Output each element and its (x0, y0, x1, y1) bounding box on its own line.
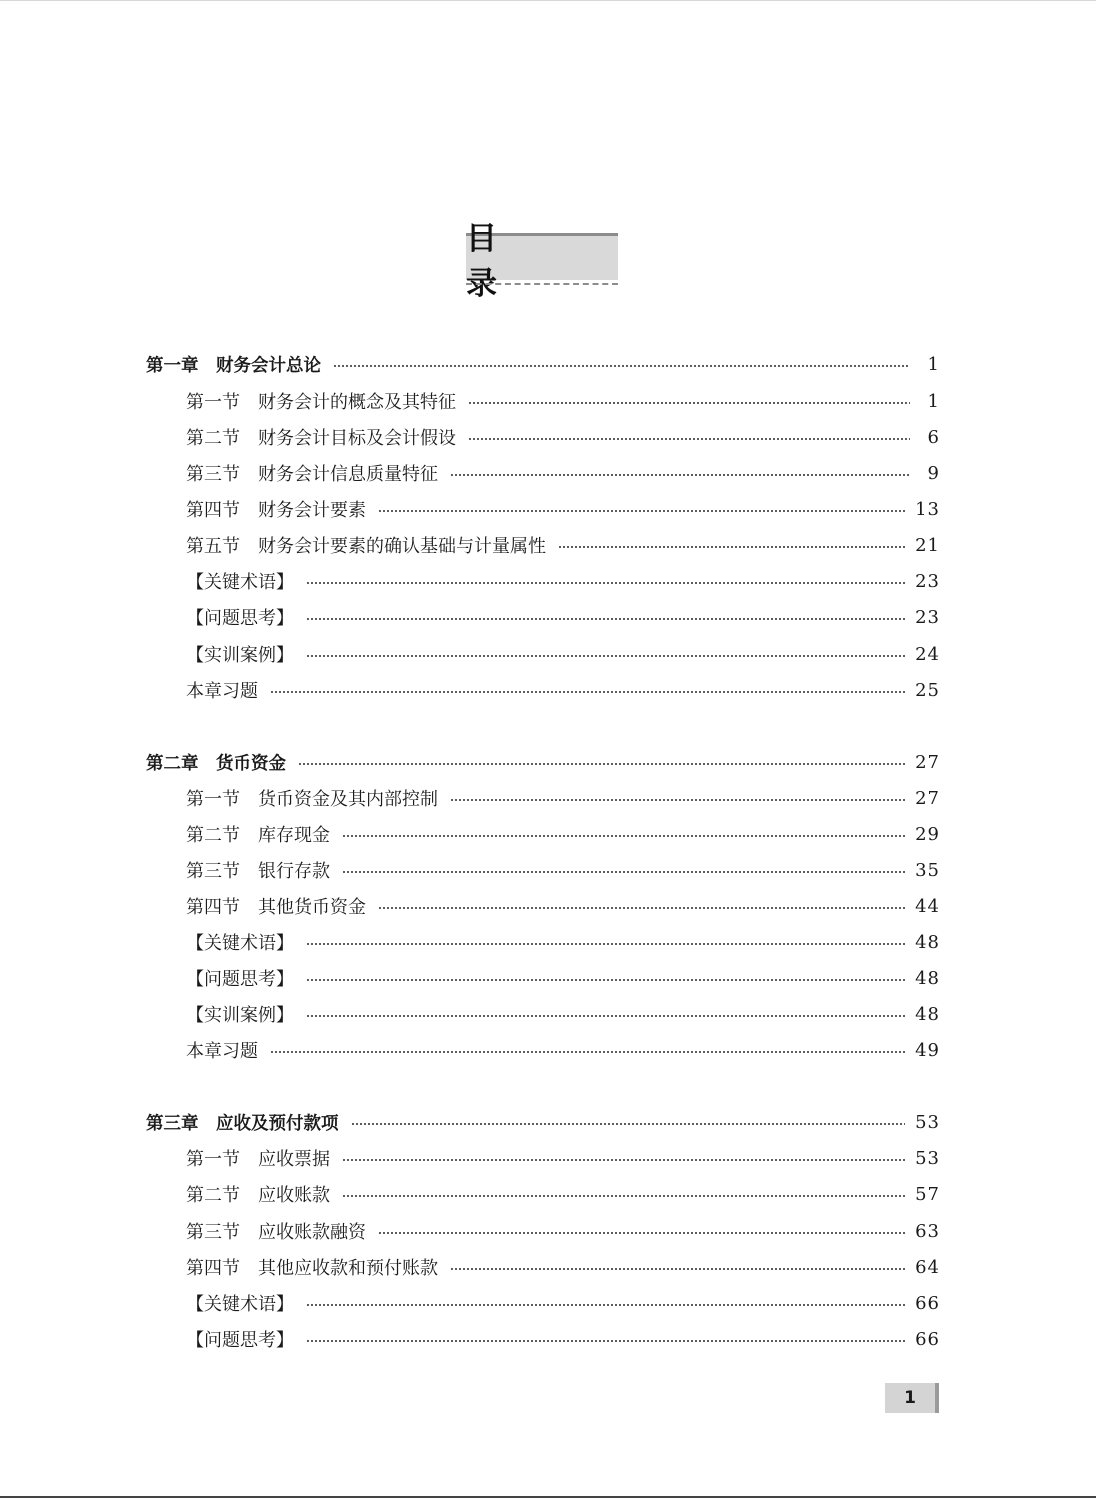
entry-title: 第二节 财务会计目标及会计假设 (186, 428, 456, 449)
entry-title: 第四节 财务会计要素 (186, 500, 366, 521)
entry-page-number: 64 (915, 1256, 940, 1278)
toc-section-entry (186, 1218, 940, 1244)
entry-page-number: 23 (915, 570, 940, 592)
toc-section-entry (186, 1037, 940, 1063)
toc-section-entry (186, 604, 940, 630)
entry-page-number: 6 (927, 426, 940, 448)
entry-page-number: 48 (915, 967, 940, 989)
entry-title: 【实训案例】 (186, 1005, 294, 1026)
toc-section-entry (186, 532, 940, 558)
entry-page-number: 57 (915, 1183, 940, 1205)
toc-section-entry (186, 460, 940, 486)
dot-leader (342, 1195, 905, 1197)
entry-page-number: 25 (915, 679, 940, 701)
dot-leader (351, 1123, 906, 1125)
entry-title: 第一节 财务会计的概念及其特征 (186, 392, 456, 413)
dot-leader (468, 402, 910, 404)
entry-page-number: 29 (915, 823, 940, 845)
toc-section-entry (186, 1145, 940, 1171)
entry-title: 第一章 财务会计总论 (146, 355, 321, 376)
dot-leader (378, 907, 905, 909)
entry-page-number: 24 (915, 643, 940, 665)
entry-page-number: 23 (915, 606, 940, 628)
entry-title: 第四节 其他货币资金 (186, 897, 366, 918)
dot-leader (270, 691, 905, 693)
entry-title: 第三章 应收及预付款项 (146, 1113, 339, 1134)
dot-leader (306, 582, 905, 584)
entry-page-number: 48 (915, 931, 940, 953)
toc-section-entry (186, 568, 940, 594)
toc-chapter-entry (146, 749, 940, 775)
top-border (0, 0, 1096, 1)
entry-title: 第二章 货币资金 (146, 753, 286, 774)
toc-section-entry (186, 929, 940, 955)
dot-leader (298, 763, 905, 765)
toc-section-entry (186, 785, 940, 811)
entry-title: 本章习题 (186, 681, 258, 702)
entry-title: 第一节 货币资金及其内部控制 (186, 789, 438, 810)
entry-title: 第二节 应收账款 (186, 1185, 330, 1206)
toc-section-entry (186, 1290, 940, 1316)
dot-leader (342, 835, 905, 837)
entry-title: 【问题思考】 (186, 969, 294, 990)
toc-title-box (466, 221, 618, 302)
entry-title: 【实训案例】 (186, 645, 294, 666)
dot-leader (333, 365, 910, 367)
entry-title: 【问题思考】 (186, 608, 294, 629)
entry-title: 【关键术语】 (186, 933, 294, 954)
dot-leader (306, 1015, 905, 1017)
entry-title: 第三节 应收账款融资 (186, 1222, 366, 1243)
dot-leader (342, 1159, 905, 1161)
toc-section-entry (186, 641, 940, 667)
entry-page-number: 49 (915, 1039, 940, 1061)
dot-leader (450, 1268, 905, 1270)
entry-page-number: 21 (915, 534, 940, 556)
dot-leader (378, 510, 905, 512)
entry-page-number: 48 (915, 1003, 940, 1025)
dot-leader (306, 979, 905, 981)
entry-page-number: 13 (915, 498, 940, 520)
dot-leader (306, 943, 905, 945)
toc-section-entry (186, 1181, 940, 1207)
entry-page-number: 44 (915, 895, 940, 917)
entry-page-number: 53 (915, 1111, 940, 1133)
entry-page-number: 1 (927, 353, 940, 375)
dot-leader (306, 1340, 905, 1342)
toc-section-entry (186, 965, 940, 991)
toc-section-entry (186, 1326, 940, 1352)
toc-section-entry (186, 893, 940, 919)
dot-leader (378, 1232, 905, 1234)
toc-section-entry (186, 1254, 940, 1280)
entry-title: 第一节 应收票据 (186, 1149, 330, 1170)
toc-section-entry (186, 857, 940, 883)
entry-title: 第四节 其他应收款和预付账款 (186, 1258, 438, 1279)
dot-leader (342, 871, 905, 873)
dot-leader (450, 799, 905, 801)
entry-title: 本章习题 (186, 1041, 258, 1062)
page-number: 1 (885, 1383, 939, 1413)
entry-title: 【问题思考】 (186, 1330, 294, 1351)
toc-chapter-entry (146, 351, 940, 377)
dot-leader (468, 438, 910, 440)
toc-section-entry (186, 1001, 940, 1027)
entry-page-number: 53 (915, 1147, 940, 1169)
dot-leader (558, 546, 905, 548)
toc-chapter-entry (146, 1109, 940, 1135)
toc-section-entry (186, 424, 940, 450)
entry-title: 第五节 财务会计要素的确认基础与计量属性 (186, 536, 546, 557)
dot-leader (450, 474, 910, 476)
entry-title: 第二节 库存现金 (186, 825, 330, 846)
bottom-border (0, 1496, 1096, 1498)
entry-title: 第三节 银行存款 (186, 861, 330, 882)
entry-page-number: 35 (915, 859, 940, 881)
toc-section-entry (186, 496, 940, 522)
entry-title: 【关键术语】 (186, 572, 294, 593)
dot-leader (306, 655, 905, 657)
dot-leader (306, 1304, 905, 1306)
entry-page-number: 1 (927, 390, 940, 412)
entry-page-number: 66 (915, 1328, 940, 1350)
entry-title: 第三节 财务会计信息质量特征 (186, 464, 438, 485)
entry-page-number: 9 (927, 462, 940, 484)
toc-section-entry (186, 388, 940, 414)
entry-page-number: 66 (915, 1292, 940, 1314)
toc-title: 目 录 (466, 221, 596, 302)
entry-page-number: 63 (915, 1220, 940, 1242)
entry-title: 【关键术语】 (186, 1294, 294, 1315)
dot-leader (270, 1051, 905, 1053)
toc-section-entry (186, 677, 940, 703)
entry-page-number: 27 (915, 751, 940, 773)
dot-leader (306, 618, 905, 620)
entry-page-number: 27 (915, 787, 940, 809)
toc-section-entry (186, 821, 940, 847)
